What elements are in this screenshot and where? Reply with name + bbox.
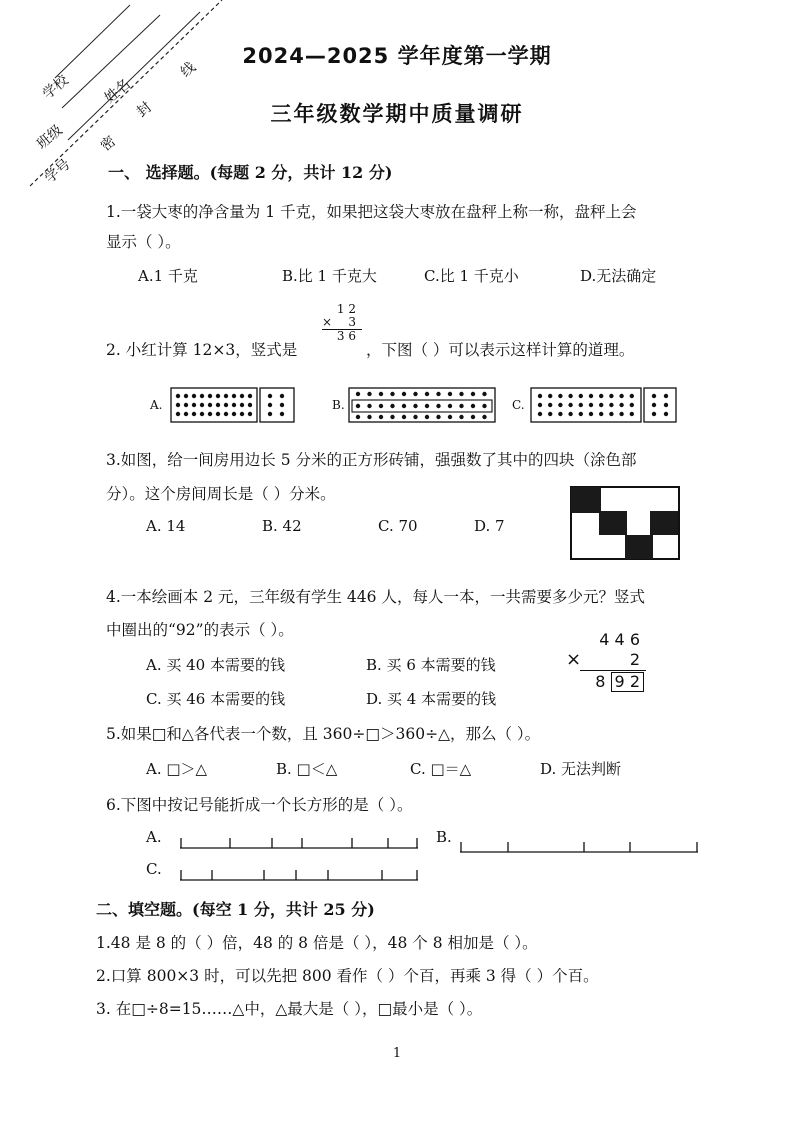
- dot: [482, 392, 486, 396]
- q1-option-a: A.1 千克: [138, 267, 198, 285]
- exam-title-line2: 三年级数学期中质量调研: [270, 102, 524, 126]
- q1-option-b: B.比 1 千克大: [282, 267, 377, 285]
- q4-vertical-calc: [560, 630, 646, 695]
- dot: [367, 404, 371, 408]
- dot: [471, 404, 475, 408]
- q4-vertical-top: 4 4 6: [599, 630, 640, 649]
- dot: [471, 415, 475, 419]
- dot: [390, 404, 394, 408]
- dot: [240, 394, 244, 398]
- dot: [184, 412, 188, 416]
- q6-strip-b: [460, 840, 700, 854]
- q3-shaded-tile-1: [571, 487, 601, 513]
- dot: [471, 392, 475, 396]
- dot: [548, 412, 552, 416]
- dot: [448, 392, 452, 396]
- q5-option-a: A. □＞△: [146, 760, 208, 778]
- q4-line1: 4.一本绘画本 2 元，三年级有学生 446 人，每人一本，一共需要多少元？竖式: [106, 588, 645, 606]
- dot: [448, 404, 452, 408]
- dot: [459, 404, 463, 408]
- dot: [192, 412, 196, 416]
- dot: [436, 415, 440, 419]
- dot: [176, 403, 180, 407]
- dot: [538, 394, 542, 398]
- dot: [664, 403, 668, 407]
- dot: [184, 394, 188, 398]
- dot: [548, 403, 552, 407]
- q6-option-a-label: A.: [146, 828, 162, 846]
- dot: [268, 403, 272, 407]
- q1-option-d: D.无法确定: [580, 267, 657, 285]
- dot: [379, 415, 383, 419]
- dot: [589, 394, 593, 398]
- dot: [248, 403, 252, 407]
- dot: [652, 412, 656, 416]
- q6-strip-c: [180, 868, 420, 882]
- dot: [579, 394, 583, 398]
- q3-shaded-tile-4: [625, 535, 653, 559]
- dot: [248, 394, 252, 398]
- dot: [619, 394, 623, 398]
- dot: [268, 412, 272, 416]
- dot: [568, 412, 572, 416]
- dot: [413, 392, 417, 396]
- q2-vertical-result: 3 6: [322, 329, 362, 343]
- dot: [664, 412, 668, 416]
- dot: [558, 412, 562, 416]
- dot: [652, 403, 656, 407]
- dot: [176, 394, 180, 398]
- seal-char-xian: 线: [177, 59, 199, 81]
- dot: [609, 412, 613, 416]
- dot: [356, 392, 360, 396]
- dot: [568, 403, 572, 407]
- s2-q2: 2.口算 800×3 时，可以先把 800 看作（ ）个百，再乘 3 得（ ）个百。: [96, 967, 599, 985]
- dot: [192, 394, 196, 398]
- page-number: 1: [392, 1046, 402, 1061]
- dot: [176, 412, 180, 416]
- dot: [436, 392, 440, 396]
- s2-q3: 3. 在□÷8=15……△中，△最大是（ ），□最小是（ ）。: [96, 1000, 483, 1018]
- dot: [280, 403, 284, 407]
- dot: [558, 403, 562, 407]
- dot: [413, 415, 417, 419]
- dot: [216, 412, 220, 416]
- dot: [425, 415, 429, 419]
- dot: [379, 404, 383, 408]
- q4-option-c: C. 买 46 本需要的钱: [146, 690, 286, 708]
- q4-vertical-mult: 2: [629, 650, 640, 669]
- dot: [356, 415, 360, 419]
- dot: [436, 404, 440, 408]
- dot: [390, 392, 394, 396]
- dot: [609, 403, 613, 407]
- dot: [579, 412, 583, 416]
- dot: [248, 412, 252, 416]
- q2-prefix: 2. 小红计算 12×3，竖式是: [106, 341, 298, 359]
- dot: [390, 415, 394, 419]
- dot: [402, 404, 406, 408]
- q2-option-c-label: C.: [512, 398, 525, 412]
- dot: [268, 394, 272, 398]
- q5-line1: 5.如果□和△各代表一个数，且 360÷□＞360÷△，那么（ ）。: [106, 725, 541, 743]
- dot: [448, 415, 452, 419]
- dot: [200, 403, 204, 407]
- q2-option-a-label: A.: [150, 398, 163, 412]
- q3-room-figure: [570, 486, 682, 562]
- dot: [184, 403, 188, 407]
- dot: [280, 394, 284, 398]
- q2-vertical-calc: [322, 303, 362, 343]
- dot: [379, 392, 383, 396]
- dot: [619, 412, 623, 416]
- dot: [538, 412, 542, 416]
- q2-figure-c: [530, 386, 680, 426]
- dot: [459, 415, 463, 419]
- q5-option-b: B. □＜△: [276, 760, 338, 778]
- dot: [630, 394, 634, 398]
- dot: [482, 404, 486, 408]
- seal-char-feng: 封: [133, 99, 155, 121]
- dot: [599, 412, 603, 416]
- dot: [579, 403, 583, 407]
- q1-line1: 1.一袋大枣的净含量为 1 千克，如果把这袋大枣放在盘秤上称一称，盘秤上会: [106, 203, 637, 221]
- q5-option-d: D. 无法判断: [540, 760, 622, 778]
- q4-option-a: A. 买 40 本需要的钱: [146, 656, 285, 674]
- q3-line1: 3.如图，给一间房用边长 5 分米的正方形砖铺，强强数了其中的四块（涂色部: [106, 451, 637, 469]
- q2-suffix: ，下图（ ）可以表示这样计算的道理。: [366, 341, 635, 359]
- dot: [224, 412, 228, 416]
- dot: [232, 394, 236, 398]
- q1-line2: 显示（ ）。: [106, 233, 181, 251]
- dot: [367, 392, 371, 396]
- q4-option-d: D. 买 4 本需要的钱: [366, 690, 497, 708]
- q2-vertical-top: 1 2: [336, 302, 356, 316]
- dot: [367, 415, 371, 419]
- s2-q1: 1.48 是 8 的（ ）倍，48 的 8 倍是（ ），48 个 8 相加是（ ）。: [96, 934, 538, 952]
- dot: [609, 394, 613, 398]
- q6-option-c-label: C.: [146, 860, 162, 878]
- dot: [192, 403, 196, 407]
- q4-option-b: B. 买 6 本需要的钱: [366, 656, 496, 674]
- dot: [240, 403, 244, 407]
- q4-line2: 中圈出的“92”的表示（ ）。: [106, 621, 294, 639]
- dot: [208, 394, 212, 398]
- dot: [482, 415, 486, 419]
- section2-heading: 二、填空题。(每空 1 分，共计 25 分): [96, 900, 375, 919]
- dot: [599, 403, 603, 407]
- dot: [599, 394, 603, 398]
- q3-option-a: A. 14: [146, 517, 186, 535]
- student-no-label: 学号: [41, 156, 74, 187]
- dot: [664, 394, 668, 398]
- exam-title-line1: 2024—2025 学年度第一学期: [242, 44, 552, 68]
- q6-strip-a: [180, 836, 420, 850]
- q6-option-b-label: B.: [436, 828, 452, 846]
- dot: [589, 403, 593, 407]
- q4-vertical-result-boxed: 9 2: [611, 672, 644, 692]
- dot: [589, 412, 593, 416]
- dot: [200, 412, 204, 416]
- dot: [232, 403, 236, 407]
- name-label: 姓名: [101, 76, 134, 107]
- q4-vertical-op: ×: [566, 649, 582, 670]
- dot: [548, 394, 552, 398]
- q4-vertical-result-plain: 8: [595, 672, 606, 691]
- dot: [619, 403, 623, 407]
- q2-vertical-mult: 3: [348, 315, 356, 329]
- q3-option-b: B. 42: [262, 517, 302, 535]
- dot: [425, 392, 429, 396]
- dot: [630, 403, 634, 407]
- q3-line2: 分）。这个房间周长是（ ）分米。: [106, 485, 336, 503]
- seal-char-mi: 密: [97, 133, 119, 155]
- dot: [630, 412, 634, 416]
- dot: [216, 394, 220, 398]
- dot: [240, 412, 244, 416]
- q6-line1: 6.下图中按记号能折成一个长方形的是（ ）。: [106, 796, 413, 814]
- q2-figure-b: [348, 386, 498, 426]
- class-label: 班级: [33, 122, 66, 153]
- dot: [413, 404, 417, 408]
- q2-option-b-label: B.: [332, 398, 345, 412]
- dot: [402, 415, 406, 419]
- q3-option-c: C. 70: [378, 517, 418, 535]
- dot: [224, 394, 228, 398]
- q3-option-d: D. 7: [474, 517, 505, 535]
- q2-figure-a: [170, 386, 300, 426]
- dot: [402, 392, 406, 396]
- dot: [356, 404, 360, 408]
- dot: [200, 394, 204, 398]
- dot: [459, 392, 463, 396]
- q2-vertical-op: ×: [322, 315, 333, 329]
- dot: [538, 403, 542, 407]
- q1-option-c: C.比 1 千克小: [424, 267, 519, 285]
- dot: [216, 403, 220, 407]
- q3-shaded-tile-3: [650, 511, 678, 535]
- q3-shaded-tile-2: [599, 511, 627, 535]
- dot: [652, 394, 656, 398]
- dot: [568, 394, 572, 398]
- dot: [208, 403, 212, 407]
- dot: [208, 412, 212, 416]
- section1-heading: 一、 选择题。(每题 2 分，共计 12 分): [108, 163, 393, 182]
- q5-option-c: C. □＝△: [410, 760, 472, 778]
- dot: [425, 404, 429, 408]
- dot: [558, 394, 562, 398]
- dot: [224, 403, 228, 407]
- dot: [280, 412, 284, 416]
- school-label: 学校: [39, 72, 72, 103]
- dot: [232, 412, 236, 416]
